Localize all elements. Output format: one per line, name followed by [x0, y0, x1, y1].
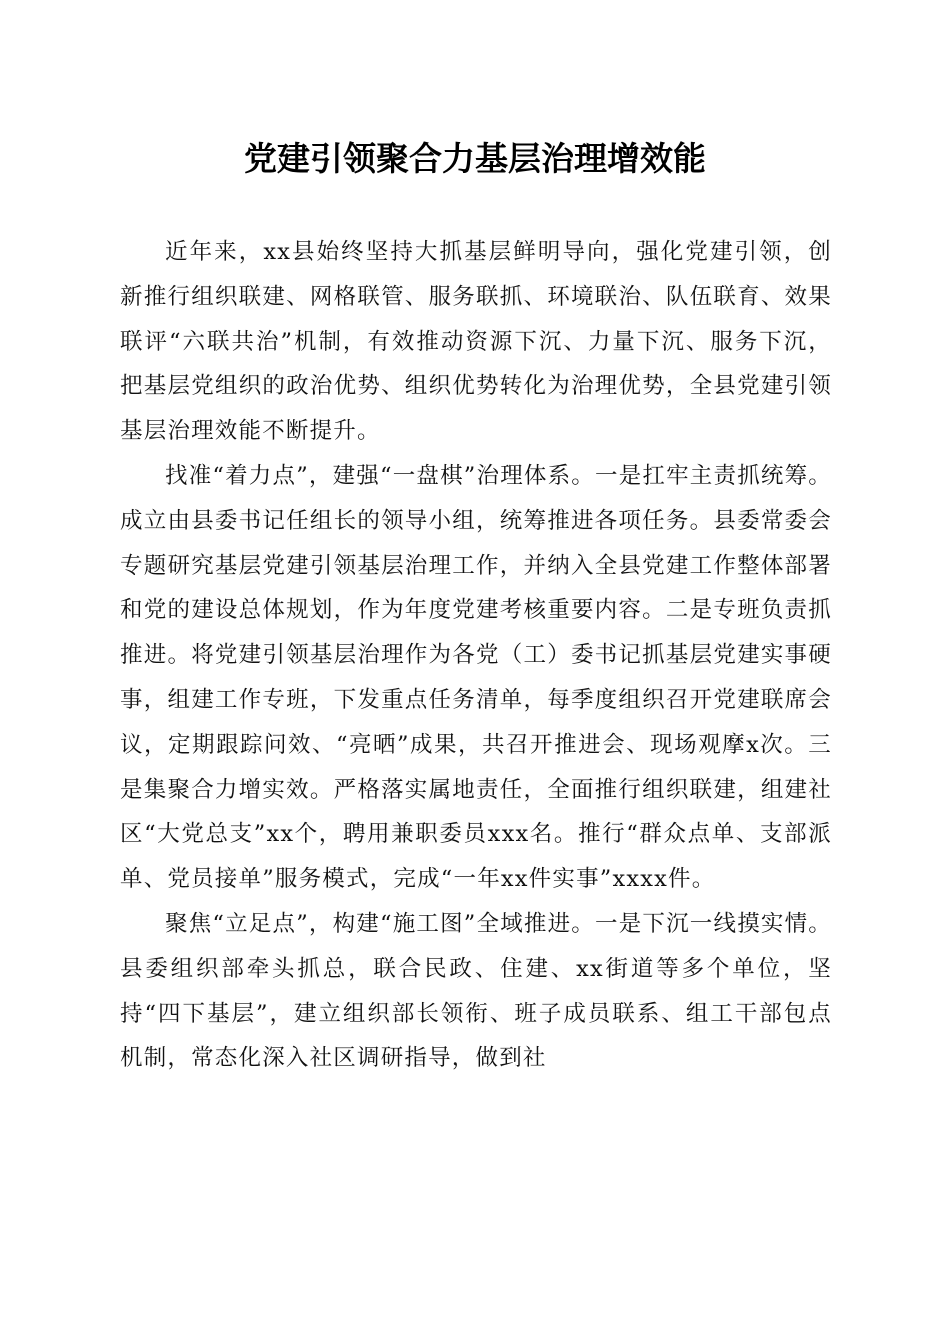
paragraph-focus-point: 找准“着力点”，建强“一盘棋”治理体系。一是扛牢主责抓统筹。成立由县委书记任组长的领导小组，统筹推进各项任务。县委常委会专题研究基层党建引领基层治理工作，并纳入全县党建工作整体部署和党的建设总体规划，作为年度党建考核重要内容。二是专班负责抓推进。将党建引领基层治理作为各党（工）委书记抓基层党建实事硬事，组建工作专班，下发重点任务清单，每季度组织召开党建联席会议，定期跟踪问效、“亮晒”成果，共召开推进会、现场观摩x次。三是集聚合力增实效。严格落实属地责任，全面推行组织联建，组建社区“大党总支”xx个，聘用兼职委员xxx名。推行“群众点单、支部派单、党员接单”服务模式，完成“一年xx件实事”xxxx件。 [120, 462, 833, 893]
paragraph-foothold: 聚焦“立足点”，构建“施工图”全域推进。一是下沉一线摸实情。县委组织部牵头抓总，联合民政、住建、xx街道等多个单位，坚持“四下基层”，建立组织部长领衔、班子成员联系、组工干部包点机制，常态化深入社区调研指导，做到社 [120, 910, 833, 1072]
document-body [120, 230, 832, 1081]
document-title: 党建引领聚合力基层治理增效能 [244, 139, 706, 178]
paragraph-intro: 近年来，xx县始终坚持大抓基层鲜明导向，强化党建引领，创新推行组织联建、网格联管、服务联抓、环境联治、队伍联育、效果联评“六联共治”机制，有效推动资源下沉、力量下沉、服务下沉，把基层党组织的政治优势、组织优势转化为治理优势，全县党建引领基层治理效能不断提升。 [120, 239, 832, 445]
